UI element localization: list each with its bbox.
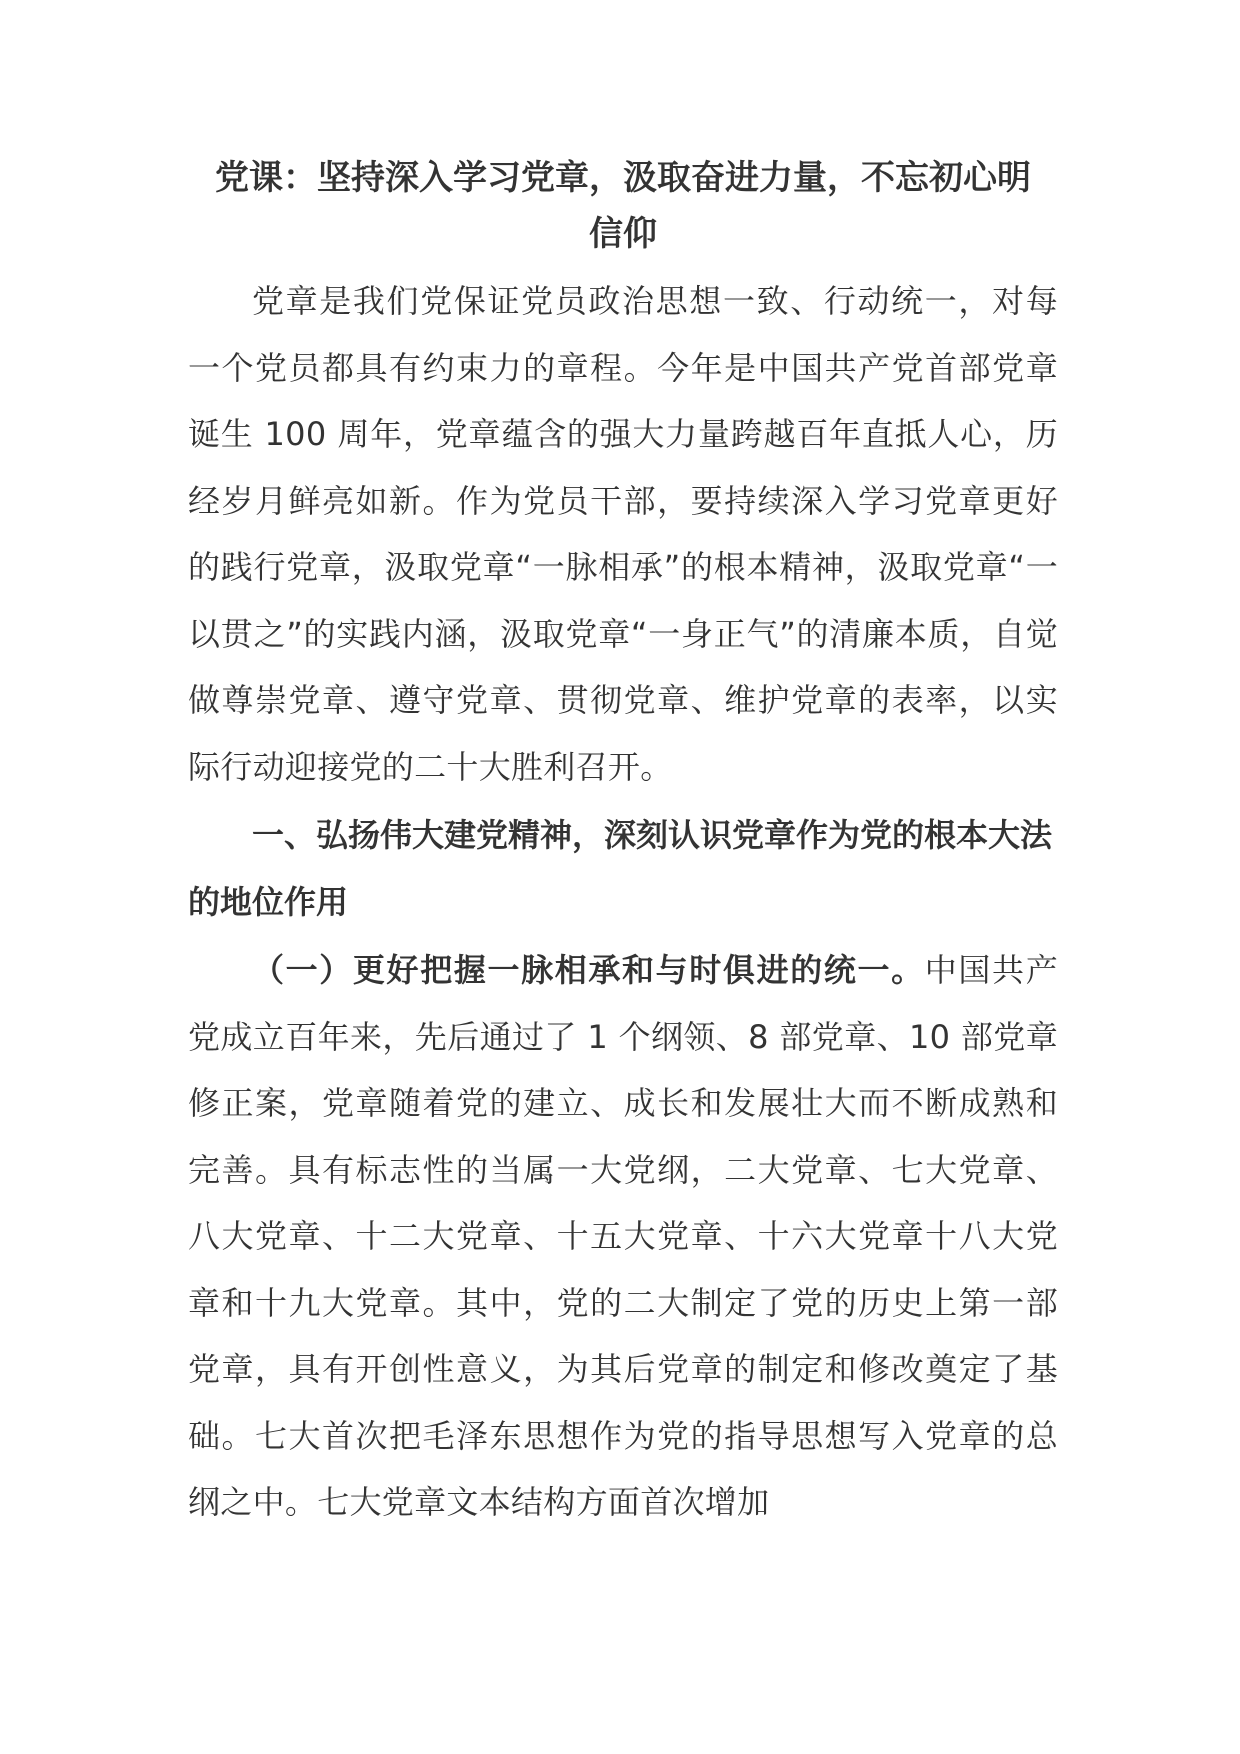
intro-paragraph: 党章是我们党保证党员政治思想一致、行动统一，对每一个党员都具有约束力的章程。今年是中国共产党首部党章诞生 100 周年，党章蕴含的强大力量跨越百年直抵人心，历经岁月鲜亮如新。作为党员干部，要持续深入学习党章更好的践行党章，汲取党章“一脉相承”的根本精神，汲取党章“一以贯之”的实践内涵，汲取党章“一身正气”的清廉本质，自觉做尊崇党章、遵守党章、贯彻党章、维护党章的表率，以实际行动迎接党的二十大胜利召开。 <box>188 282 1058 786</box>
section-heading: 一、弘扬伟大建党精神，深刻认识党章作为党的根本大法的地位作用 <box>188 816 1053 921</box>
subsection-paragraph <box>188 937 1058 1536</box>
subsection-lead: （一）更好把握一脉相承和与时俱进的统一。 <box>252 951 925 989</box>
document-title: 党课：坚持深入学习党章，汲取奋进力量，不忘初心明信仰 <box>215 158 1031 254</box>
subsection-body: 中国共产党成立百年来，先后通过了 1 个纲领、8 部党章、10 部党章修正案，党章随着党的建立、成长和发展壮大而不断成熟和完善。具有标志性的当属一大党纲，二大党章、七大党章、八大党章、十二大党章、十五大党章、十六大党章十八大党章和十九大党章。其中，党的二大制定了党的历史上第一部党章，具有开创性意义，为其后党章的制定和修改奠定了基础。七大首次把毛泽东思想作为党的指导思想写入党章的总纲之中。七大党章文本结构方面首次增加 <box>188 951 1058 1521</box>
document-page <box>188 150 1058 1536</box>
